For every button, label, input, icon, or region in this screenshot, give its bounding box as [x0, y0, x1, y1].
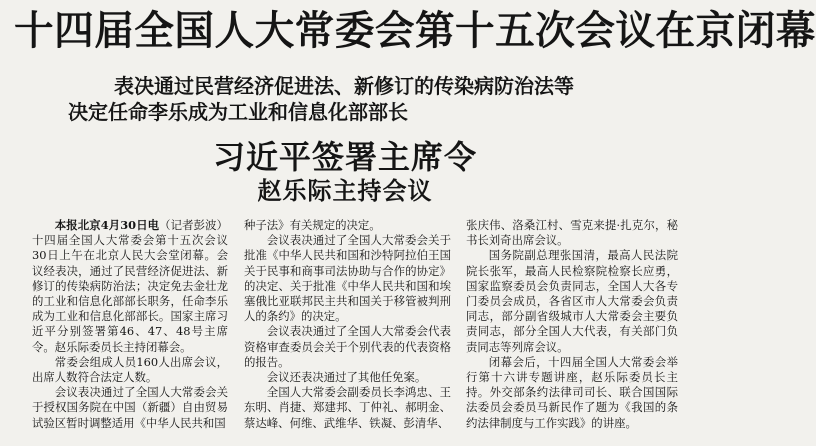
article-paragraph: 国务院副总理张国清，最高人民法院院长张军，最高人民检察院检察长应勇，国家监察委员会负责同志，全国人大各专门委员会成员，各省区市人大常委会负责同志，部分副省级城市人大常委会主要负责同志，部分全国人大代表，有关部门负责同志等列席会议。: [466, 248, 678, 354]
article-paragraph: 常委会组成人员160人出席会议，出席人数符合法定人数。: [32, 354, 228, 385]
paragraph-text: 十四届全国人大常委会第十五次会议30日上午在北京人民大会堂闭幕。会议经表决，通过了民营经济促进法、新修订的传染病防治法；决定免去金壮龙的工业和信息化部部长职务，任命李乐成为工业和信息化部部长。国家主席习近平分别签署第46、47、48号主席令。赵乐际委员长主持闭幕会。: [32, 233, 228, 354]
subhead-president-order: 习近平签署主席令: [212, 138, 477, 176]
article-paragraph: 会议表决通过了全国人大常委会关于批准《中华人民共和国和沙特阿拉伯王国关于民事和商事司法协助与合作的协定》的决定、关于批准《中华人民共和国和埃塞俄比亚联邦民主共和国关于移管被判刑人的条约》的决定。: [244, 233, 451, 324]
article-paragraph: 会议表决通过了全国人大常委会关于授权国务院在中国（新疆）自由贸易试验区暂时调整适用《中华人民共和国: [32, 385, 228, 430]
article-column-1: [32, 218, 228, 446]
subhead-chair: 赵乐际主持会议: [257, 177, 433, 205]
article-paragraph: [32, 218, 228, 355]
article-paragraph-continued: 张庆伟、洛桑江村、雪克来提·扎克尔，秘书长刘奇出席会议。: [466, 218, 678, 248]
deck-line-2: 决定任命李乐成为工业和信息化部部长: [68, 100, 408, 124]
article-column-2: [244, 218, 451, 446]
dateline: 本报北京4月30日电: [54, 218, 160, 232]
article-paragraph: 闭幕会后，十四届全国人大常委会举行第十六讲专题讲座，赵乐际委员长主持。外交部条约法律司司长、联合国国际法委员会委员马新民作了题为《我国的条约法律制度与工作实践》的讲座。: [466, 354, 678, 430]
reporter-byline: （记者彭波）: [159, 218, 228, 232]
article-columns: [0, 218, 690, 446]
article-paragraph: 全国人大常委会副委员长李鸿忠、王东明、肖捷、郑建邦、丁仲礼、郝明金、蔡达峰、何维、武维华、铁凝、彭清华、: [244, 385, 451, 430]
article-paragraph-continued: 种子法》有关规定的决定。: [244, 218, 381, 232]
article-paragraph: 会议还表决通过了其他任免案。: [266, 370, 427, 385]
deck-line-1: 表决通过民营经济促进法、新修订的传染病防治法等: [114, 74, 574, 98]
headline: 十四届全国人大常委会第十五次会议在京闭幕: [14, 7, 816, 54]
article-paragraph: 会议表决通过了全国人大常委会代表资格审查委员会关于个别代表的代表资格的报告。: [244, 324, 451, 369]
article-column-3: [466, 218, 678, 446]
